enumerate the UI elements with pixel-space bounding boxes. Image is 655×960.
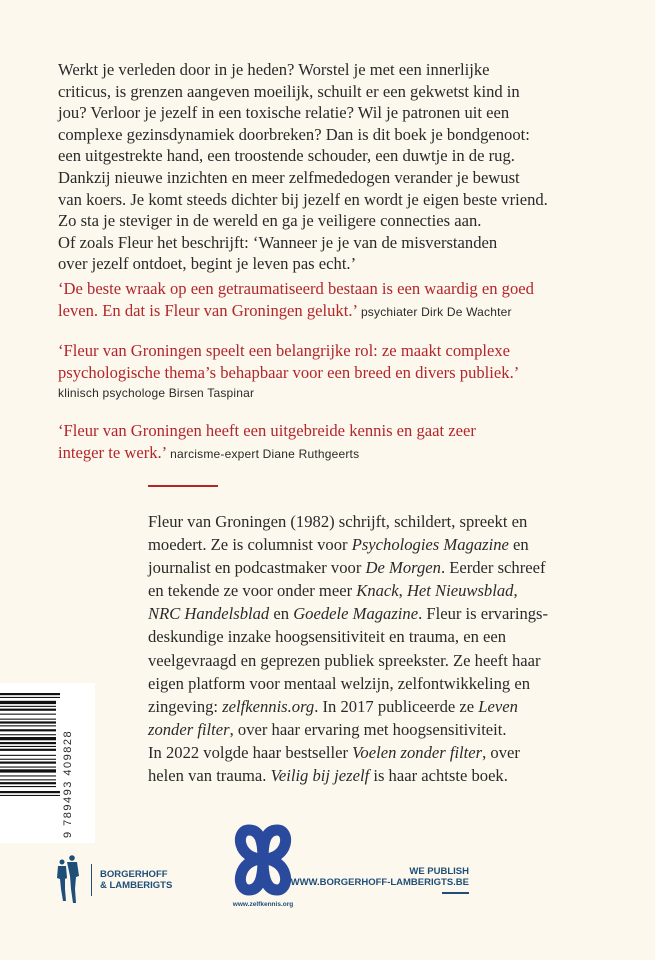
blurb-line: van koers. Je komt steeds dichter bij jezelf en wordt je eigen beste vriend. xyxy=(58,189,548,209)
barcode-bar xyxy=(0,709,56,711)
barcode-bar xyxy=(0,749,56,751)
italic-title: Goedele Magazine xyxy=(293,604,419,624)
bio-text: deskundige inzake hoogsensitiviteit en trauma, en een xyxy=(148,627,507,647)
review-quote xyxy=(58,278,534,323)
quote-source: psychiater Dirk De Wachter xyxy=(360,304,512,319)
barcode-bar xyxy=(0,719,56,720)
bio-text: en xyxy=(508,535,529,555)
italic-title: Leven xyxy=(478,696,518,716)
publisher-logo xyxy=(55,855,172,905)
bio-text: . Eerder schreef xyxy=(440,558,546,578)
publisher-website xyxy=(291,866,469,894)
barcode-bar xyxy=(0,725,56,726)
barcode xyxy=(0,683,95,843)
barcode-bar xyxy=(0,779,56,780)
bio-text: en xyxy=(269,604,294,624)
blurb xyxy=(58,59,548,275)
zelfkennis-url: www.zelfkennis.org xyxy=(232,901,294,908)
author-bio xyxy=(148,510,548,787)
barcode-bar xyxy=(0,791,60,793)
barcode-bar xyxy=(0,762,56,764)
barcode-bar xyxy=(0,714,56,715)
italic-title: Voelen zonder filter xyxy=(352,742,483,762)
quote-line xyxy=(58,278,534,300)
barcode-bar xyxy=(0,729,56,731)
bio-line xyxy=(148,602,548,625)
bio-line xyxy=(148,741,548,764)
bio-line xyxy=(148,533,548,556)
bio-text: , xyxy=(398,581,407,601)
italic-title: De Morgen xyxy=(365,558,441,578)
blurb-line: over jezelf ontdoet, begint je leven pas echt.’ xyxy=(58,254,357,274)
italic-title: Knack xyxy=(356,581,399,601)
barcode-bar xyxy=(0,759,56,760)
divider xyxy=(148,485,218,487)
bio-text: , over xyxy=(482,742,520,762)
italic-title: zonder filter xyxy=(148,719,230,739)
blurb-line: criticus, is grenzen aangeven moeilijk, schuilt er een gekwetst kind in xyxy=(58,81,520,101)
italic-title: Psychologies Magazine xyxy=(351,535,509,555)
bio-line xyxy=(148,625,548,648)
publisher-name xyxy=(91,864,172,896)
bio-text: . In 2017 publiceerde ze xyxy=(314,696,479,716)
quote-text: leven. En dat is Fleur van Groningen gelukt.’ xyxy=(58,300,357,320)
blurb-line: jou? Verloor je jezelf in een toxische relatie? Wil je patronen uit een xyxy=(58,103,510,123)
bio-text: , xyxy=(513,581,518,601)
bio-text: helen van trauma. xyxy=(148,766,271,786)
zelfkennis-logo xyxy=(218,822,308,908)
italic-title: NRC Handelsblad xyxy=(148,604,270,624)
quote-text: ‘Fleur van Groningen speelt een belangrijke rol: ze maakt complexe xyxy=(58,341,511,361)
blurb-line: Of zoals Fleur het beschrijft: ‘Wanneer je je van de misverstanden xyxy=(58,232,498,252)
quote-line xyxy=(58,300,534,324)
blurb-line: complexe gezinsdynamiek doorbreken? Dan is dit boek je bondgenoot: xyxy=(58,124,530,144)
barcode-bar xyxy=(0,767,56,768)
bio-text: journalist en podcastmaker voor xyxy=(148,558,366,578)
bio-text: eigen platform voor mentaal welzijn, zelfontwikkeling en xyxy=(148,673,530,693)
url-underline xyxy=(442,892,469,894)
barcode-bar xyxy=(0,746,56,747)
italic-title: zelfkennis.org xyxy=(222,696,315,716)
blurb-line: Werkt je verleden door in je heden? Worstel je met een innerlijke xyxy=(58,60,490,79)
publisher-name-line1: BORGERHOFF xyxy=(100,869,168,880)
quote-line xyxy=(58,362,534,384)
we-publish-label: WE PUBLISH xyxy=(409,866,469,877)
barcode-bar xyxy=(0,706,56,707)
barcode-bars xyxy=(0,693,68,823)
barcode-bar xyxy=(0,721,56,723)
infinity-88-icon xyxy=(227,822,299,897)
bio-line xyxy=(148,695,548,718)
bio-line xyxy=(148,718,548,741)
barcode-bar xyxy=(0,782,56,784)
barcode-bar xyxy=(0,734,56,735)
barcode-bar xyxy=(0,742,56,744)
barcode-bar xyxy=(0,701,56,704)
publisher-url: WWW.BORGERHOFF-LAMBERIGTS.BE xyxy=(290,877,469,888)
barcode-bar xyxy=(0,769,56,772)
bio-line xyxy=(148,649,548,672)
review-quote xyxy=(58,340,534,403)
bio-text: . Fleur is ervarings- xyxy=(418,604,549,624)
barcode-bar xyxy=(0,755,56,756)
publisher-name-line2: & LAMBERIGTS xyxy=(100,880,173,891)
bio-text: zingeving: xyxy=(148,696,223,716)
italic-title: Veilig bij jezelf xyxy=(270,766,370,786)
barcode-bar xyxy=(0,693,60,695)
quote-line xyxy=(58,442,534,466)
bio-text: en tekende ze voor onder meer xyxy=(148,581,357,601)
quote-text: ‘Fleur van Groningen heeft een uitgebreide kennis en gaat zeer xyxy=(58,421,476,441)
review-quote xyxy=(58,420,534,465)
quote-text: ‘De beste wraak op een getraumatiseerd bestaan is een waardig en goed xyxy=(58,279,534,298)
quote-source: klinisch psychologe Birsen Taspinar xyxy=(58,386,255,401)
barcode-bar xyxy=(0,737,56,740)
blurb-line: Zo sta je steviger in de wereld en ga je veiligere connecties aan. xyxy=(58,211,482,231)
bio-text: is haar achtste boek. xyxy=(369,766,508,786)
quote-line xyxy=(58,420,534,442)
quote-text: psychologische thema’s behapbaar voor een breed en divers publiek.’ xyxy=(58,362,520,382)
bio-line xyxy=(148,510,548,533)
bio-line xyxy=(148,556,548,579)
barcode-bar xyxy=(0,786,56,787)
quote-line xyxy=(58,340,534,362)
bio-text: In 2022 volgde haar bestseller xyxy=(148,742,353,762)
barcode-bar xyxy=(0,697,60,698)
bio-text: veelgevraagd en geprezen publiek spreekster. Ze heeft haar xyxy=(148,650,541,670)
blurb-line: Dankzij nieuwe inzichten en meer zelfmededogen verander je bewust xyxy=(58,167,520,187)
bio-line xyxy=(148,672,548,695)
walking-figures-icon xyxy=(55,855,81,905)
italic-title: Het Nieuwsblad xyxy=(406,581,514,601)
bio-text: moedert. Ze is columnist voor xyxy=(148,535,352,555)
isbn-number: 9 789493 409828 xyxy=(62,729,74,838)
quote-text: integer te werk.’ xyxy=(58,442,166,462)
barcode-bar xyxy=(0,795,60,796)
bio-text: , over haar ervaring met hoogsensitiviteit. xyxy=(229,719,507,739)
blurb-line: een uitgestrekte hand, een troostende schouder, een duwtje in de rug. xyxy=(58,146,515,166)
barcode-bar xyxy=(0,775,56,776)
review-quotes xyxy=(58,278,534,483)
bio-text: Fleur van Groningen (1982) schrijft, schildert, spreekt en xyxy=(148,512,528,531)
bio-line xyxy=(148,579,548,602)
quote-source: narcisme-expert Diane Ruthgeerts xyxy=(170,446,360,461)
bio-line xyxy=(148,764,548,787)
